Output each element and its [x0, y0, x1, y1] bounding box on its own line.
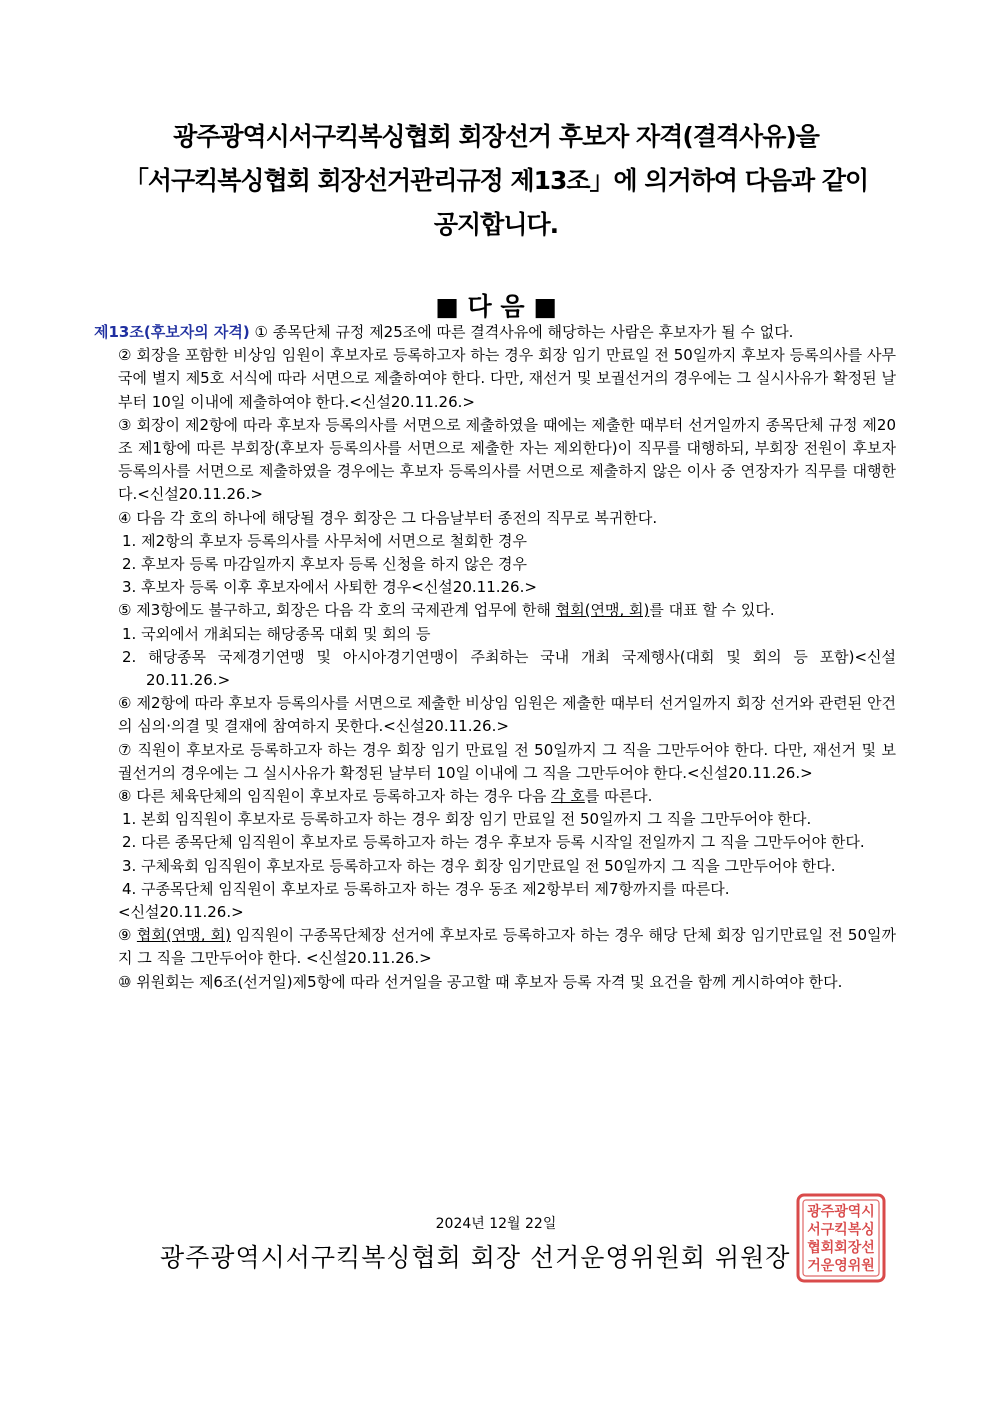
clause-8-note: <신설20.11.26.>: [118, 903, 244, 922]
clause-7: ⑦ 직원이 후보자로 등록하고자 하는 경우 회장 임기 만료일 전 50일까지 그 직을 그만두어야 한다. 다만, 재선거 및 보궐선거의 경우에는 그 실시사유가 확정된 날부터 10일 이내에 그 직을 그만두어야 한다.<신설20.11.26.>: [118, 740, 896, 782]
clause-10: ⑩ 위원회는 제6조(선거일)제5항에 따라 선거일을 공고할 때 후보자 등록 자격 및 요건을 함께 게시하여야 한다.: [118, 972, 843, 991]
clause-1: [94, 321, 896, 344]
clause-8-item-1: 1. 본회 임직원이 후보자로 등록하고자 하는 경우 회장 임기 만료일 전 50일까지 그 직을 그만두어야 한다.: [122, 810, 812, 829]
clause-4: ④ 다음 각 호의 하나에 해당될 경우 회장은 그 다음날부터 종전의 직무로 복귀한다.: [118, 508, 658, 527]
clause-4-item-1: 1. 제2항의 후보자 등록의사를 사무처에 서면으로 철회한 경우: [122, 531, 527, 550]
clause-5: [94, 599, 896, 622]
clause-9-text-a: ⑨: [118, 926, 137, 945]
seal-line-3: 협회회장선: [807, 1240, 875, 1256]
title-line-1: 광주광역시서구킥복싱협회 회장선거 후보자 자격(결격사유)을: [173, 122, 819, 151]
seal-line-2: 서구킥복싱: [807, 1222, 875, 1238]
clause-9-underlined: 협회(연맹, 회): [136, 926, 231, 945]
clause-8-underlined: 각 호: [551, 787, 585, 806]
article-body: [94, 321, 896, 994]
clause-8-item-4: 4. 구종목단체 임직원이 후보자로 등록하고자 하는 경우 동조 제2항부터 제7항까지를 따른다.: [122, 879, 730, 898]
clause-5-underlined: 협회(연맹, 회): [555, 601, 650, 620]
notice-date: 2024년 12월 22일: [435, 1216, 557, 1232]
clause-5-item-2: 2. 해당종목 국제경기연맹 및 아시아경기연맹이 주최하는 국내 개최 국제행사(대회 및 회의 등 포함)<신설20.11.26.>: [122, 647, 896, 690]
title-line-3: 공지합니다.: [433, 210, 559, 239]
clause-5-text-a: ⑤ 제3항에도 불구하고, 회장은 다음 각 호의 국제관계 업무에 한해: [118, 601, 556, 620]
signature-line: 광주광역시서구킥복싱협회 회장 선거운영위원회 위원장: [160, 1243, 791, 1272]
clause-4-item-3: 3. 후보자 등록 이후 후보자에서 사퇴한 경우<신설20.11.26.>: [122, 578, 537, 597]
clause-6: ⑥ 제2항에 따라 후보자 등록의사를 서면으로 제출한 비상임 임원은 제출한 때부터 선거일까지 회장 선거와 관련된 안건의 심의·의결 및 결재에 참여하지 못한다.<신설20.11.26.>: [118, 694, 896, 736]
section-heading: ■ 다 음 ■: [435, 292, 557, 321]
clause-4-item-2: 2. 후보자 등록 마감일까지 후보자 등록 신청을 하지 않은 경우: [122, 555, 527, 574]
title-line-2: 「서구킥복싱협회 회장선거관리규정 제13조」에 의거하여 다음과 같이: [123, 166, 869, 195]
clause-1-text: ① 종목단체 규정 제25조에 따른 결격사유에 해당하는 사람은 후보자가 될 수 없다.: [249, 323, 794, 341]
official-seal-stamp-icon: [795, 1192, 887, 1284]
clause-9-text-b: 임직원이 구종목단체장 선거에 후보자로 등록하고자 하는 경우 해당 단체 회장 임기만료일 전 50일까지 그 직을 그만두어야 한다. <신설20.11.26.>: [118, 926, 896, 968]
clause-8-text-a: ⑧ 다른 체육단체의 임직원이 후보자로 등록하고자 하는 경우 다음: [118, 787, 552, 806]
clause-8-item-3: 3. 구체육회 임직원이 후보자로 등록하고자 하는 경우 회장 임기만료일 전 50일까지 그 직을 그만두어야 한다.: [122, 856, 836, 875]
clause-3: ③ 회장이 제2항에 따라 후보자 등록의사를 서면으로 제출하였을 때에는 제출한 때부터 선거일까지 종목단체 규정 제20조 제1항에 따른 부회장(후보자 등록의사를 서면으로 제출한 자는 제외한다)이 직무를 대행하되, 부회장 전원이 후보자 등록의사를 서면으로 제출하였을 경우에는 후보자 등록의사를 서면으로 제출하지 않은 이사 중 연장자가 직무를 대행한다.<신설20.11.26.>: [118, 415, 896, 504]
clause-9: [94, 924, 896, 970]
seal-line-1: 광주광역시: [807, 1204, 875, 1220]
clause-2: ② 회장을 포함한 비상임 임원이 후보자로 등록하고자 하는 경우 회장 임기 만료일 전 50일까지 후보자 등록의사를 사무국에 별지 제5호 서식에 따라 서면으로 제출하여야 한다. 다만, 재선거 및 보궐선거의 경우에는 그 실시사유가 확정된 날부터 10일 이내에 제출하여야 한다.<신설20.11.26.>: [118, 346, 896, 411]
clause-8-item-2: 2. 다른 종목단체 임직원이 후보자로 등록하고자 하는 경우 후보자 등록 시작일 전일까지 그 직을 그만두어야 한다.: [122, 833, 865, 852]
clause-8: [94, 785, 896, 808]
clause-5-text-b: 를 대표 할 수 있다.: [649, 601, 775, 620]
clause-5-item-1: 1. 국외에서 개최되는 해당종목 대회 및 회의 등: [122, 624, 431, 643]
seal-line-4: 거운영위원: [807, 1258, 875, 1274]
article-label: 제13조(후보자의 자격): [94, 323, 250, 341]
clause-8-text-b: 를 따른다.: [584, 787, 653, 806]
